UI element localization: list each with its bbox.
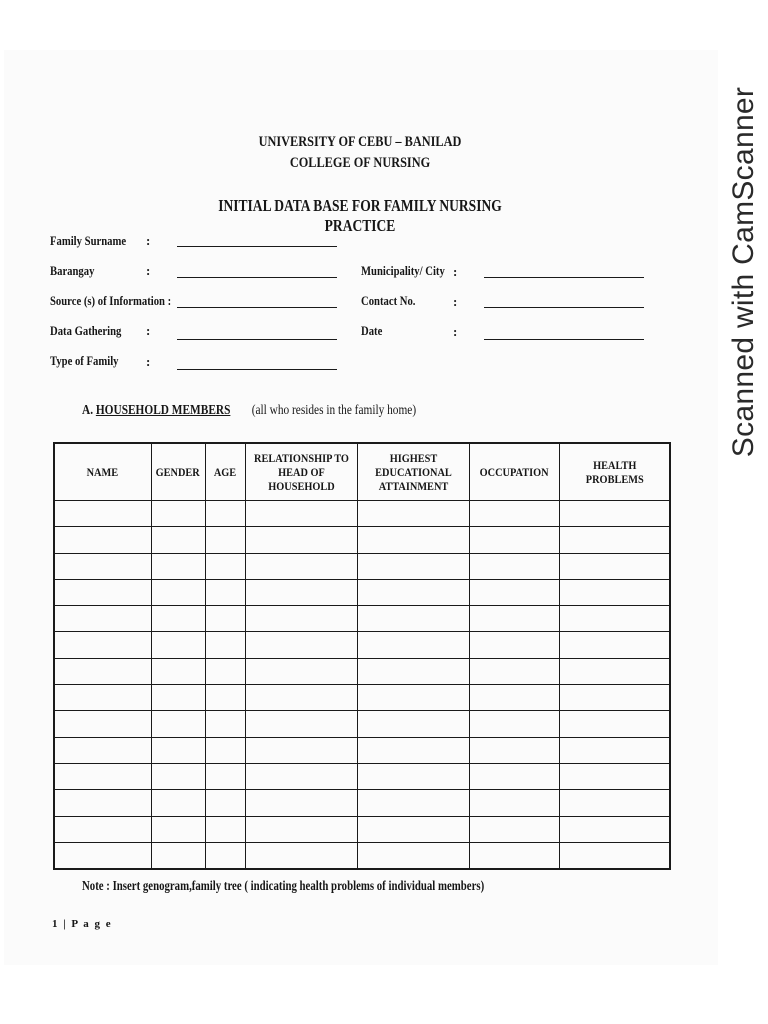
- table-cell[interactable]: [357, 790, 469, 816]
- barangay-label: Barangay: [50, 263, 95, 278]
- contact-field[interactable]: [484, 307, 644, 308]
- table-cell[interactable]: [151, 501, 205, 527]
- table-cell[interactable]: [205, 685, 245, 711]
- table-cell[interactable]: [245, 606, 357, 632]
- table-cell[interactable]: [151, 842, 205, 869]
- table-cell[interactable]: [245, 763, 357, 789]
- table-cell[interactable]: [357, 632, 469, 658]
- table-cell[interactable]: [54, 711, 151, 737]
- colon: :: [146, 263, 151, 278]
- table-cell[interactable]: [469, 553, 559, 579]
- table-row: [54, 579, 670, 605]
- table-cell[interactable]: [245, 842, 357, 869]
- table-cell[interactable]: [469, 816, 559, 842]
- date-field[interactable]: [484, 339, 644, 340]
- family-surname-label: Family Surname: [50, 233, 127, 248]
- table-cell[interactable]: [205, 658, 245, 684]
- table-cell[interactable]: [245, 737, 357, 763]
- table-row: [54, 842, 670, 869]
- table-cell[interactable]: [559, 501, 670, 527]
- table-cell[interactable]: [559, 553, 670, 579]
- table-cell[interactable]: [151, 553, 205, 579]
- table-cell[interactable]: [54, 501, 151, 527]
- section-title: HOUSEHOLD MEMBERS: [95, 402, 231, 417]
- table-cell[interactable]: [559, 790, 670, 816]
- table-row: [54, 790, 670, 816]
- table-cell[interactable]: [205, 501, 245, 527]
- table-cell[interactable]: [559, 606, 670, 632]
- family-surname-field[interactable]: [177, 246, 337, 247]
- column-header: OCCUPATION: [469, 443, 559, 501]
- type-of-family-field[interactable]: [177, 369, 337, 370]
- table-cell[interactable]: [559, 816, 670, 842]
- table-body: [54, 501, 670, 870]
- sources-field[interactable]: [177, 307, 337, 308]
- table-cell[interactable]: [245, 658, 357, 684]
- table-cell[interactable]: [245, 816, 357, 842]
- table-cell[interactable]: [559, 658, 670, 684]
- household-members-table: [53, 442, 671, 870]
- table-cell[interactable]: [245, 685, 357, 711]
- table-cell[interactable]: [205, 763, 245, 789]
- table-cell[interactable]: [205, 790, 245, 816]
- table-cell[interactable]: [469, 790, 559, 816]
- colon: :: [453, 324, 458, 339]
- table-row: [54, 685, 670, 711]
- table-cell[interactable]: [54, 816, 151, 842]
- table-cell[interactable]: [469, 632, 559, 658]
- table-cell[interactable]: [245, 790, 357, 816]
- camscanner-watermark: [718, 22, 768, 522]
- type-of-family-label: Type of Family: [50, 353, 119, 368]
- table-cell[interactable]: [357, 501, 469, 527]
- column-header: AGE: [205, 443, 245, 501]
- table-cell[interactable]: [469, 711, 559, 737]
- table-cell[interactable]: [151, 579, 205, 605]
- table-cell[interactable]: [357, 527, 469, 553]
- table-cell[interactable]: [245, 501, 357, 527]
- table-row: [54, 527, 670, 553]
- table-row: [54, 711, 670, 737]
- table-cell[interactable]: [205, 527, 245, 553]
- table-cell[interactable]: [469, 501, 559, 527]
- table-cell[interactable]: [151, 763, 205, 789]
- contact-label: Contact No.: [361, 293, 416, 308]
- table-cell[interactable]: [151, 658, 205, 684]
- column-header: GENDER: [151, 443, 205, 501]
- table-cell[interactable]: [151, 685, 205, 711]
- table-cell[interactable]: [357, 737, 469, 763]
- municipality-label: Municipality/ City: [361, 263, 445, 278]
- section-prefix: A.: [82, 402, 94, 417]
- table-cell[interactable]: [54, 842, 151, 869]
- column-header: HIGHEST EDUCATIONAL ATTAINMENT: [357, 443, 469, 501]
- table-row: [54, 658, 670, 684]
- table-cell[interactable]: [151, 606, 205, 632]
- table-cell[interactable]: [559, 842, 670, 869]
- table-cell[interactable]: [469, 658, 559, 684]
- column-header: NAME: [54, 443, 151, 501]
- table-row: [54, 816, 670, 842]
- table-cell[interactable]: [54, 790, 151, 816]
- table-cell[interactable]: [151, 711, 205, 737]
- colon: :: [146, 323, 151, 338]
- table-cell[interactable]: [357, 711, 469, 737]
- table-cell[interactable]: [205, 737, 245, 763]
- table-cell[interactable]: [357, 685, 469, 711]
- column-header: HEALTH PROBLEMS: [559, 443, 670, 501]
- table-cell[interactable]: [54, 606, 151, 632]
- university-name: UNIVERSITY OF CEBU – BANILAD: [258, 134, 462, 150]
- table-row: [54, 632, 670, 658]
- table-cell[interactable]: [205, 579, 245, 605]
- table-cell[interactable]: [205, 553, 245, 579]
- table-cell[interactable]: [151, 790, 205, 816]
- table-cell[interactable]: [54, 658, 151, 684]
- section-note: (all who resides in the family home): [251, 402, 417, 417]
- barangay-field[interactable]: [177, 277, 337, 278]
- table-cell[interactable]: [469, 737, 559, 763]
- table-cell[interactable]: [245, 553, 357, 579]
- table-cell[interactable]: [245, 632, 357, 658]
- table-cell[interactable]: [151, 632, 205, 658]
- table-cell[interactable]: [245, 527, 357, 553]
- genogram-note: Note : Insert genogram,family tree ( indicating health problems of individual members): [82, 878, 485, 893]
- table-cell[interactable]: [357, 553, 469, 579]
- table-cell[interactable]: [469, 579, 559, 605]
- table-cell[interactable]: [151, 527, 205, 553]
- form-title: INITIAL DATA BASE FOR FAMILY NURSING PRACTICE: [218, 196, 502, 235]
- table-row: [54, 737, 670, 763]
- table-cell[interactable]: [205, 711, 245, 737]
- table-cell[interactable]: [357, 606, 469, 632]
- table-cell[interactable]: [54, 685, 151, 711]
- table-cell[interactable]: [205, 842, 245, 869]
- table-cell[interactable]: [54, 579, 151, 605]
- table-cell[interactable]: [205, 632, 245, 658]
- table-cell[interactable]: [54, 763, 151, 789]
- data-gathering-label: Data Gathering: [50, 323, 122, 338]
- table-cell[interactable]: [357, 579, 469, 605]
- table-cell[interactable]: [357, 842, 469, 869]
- table-cell[interactable]: [559, 527, 670, 553]
- table-cell[interactable]: [245, 579, 357, 605]
- colon: :: [146, 233, 151, 248]
- table-cell[interactable]: [151, 816, 205, 842]
- table-cell[interactable]: [54, 632, 151, 658]
- date-label: Date: [361, 323, 383, 338]
- table-cell[interactable]: [559, 632, 670, 658]
- table-cell[interactable]: [469, 842, 559, 869]
- household-section-heading: [82, 402, 416, 418]
- table-header-row: [54, 443, 670, 501]
- table-cell[interactable]: [559, 763, 670, 789]
- page-footer: 1 | P a g e: [52, 918, 113, 930]
- sources-label: Source (s) of Information :: [50, 293, 172, 308]
- table-cell[interactable]: [205, 606, 245, 632]
- table-cell[interactable]: [54, 737, 151, 763]
- watermark-text: Scanned with CamScanner: [727, 86, 760, 458]
- table-cell[interactable]: [357, 763, 469, 789]
- table-cell[interactable]: [469, 527, 559, 553]
- table-cell[interactable]: [559, 685, 670, 711]
- table-cell[interactable]: [559, 711, 670, 737]
- table-row: [54, 553, 670, 579]
- colon: :: [146, 354, 151, 369]
- table-row: [54, 763, 670, 789]
- table-cell[interactable]: [469, 685, 559, 711]
- table-cell[interactable]: [469, 763, 559, 789]
- colon: :: [453, 264, 458, 279]
- table-cell[interactable]: [357, 658, 469, 684]
- table-cell[interactable]: [54, 553, 151, 579]
- table-row: [54, 501, 670, 527]
- table-cell[interactable]: [151, 737, 205, 763]
- table-cell[interactable]: [205, 816, 245, 842]
- column-header: RELATIONSHIP TO HEAD OF HOUSEHOLD: [245, 443, 357, 501]
- table-cell[interactable]: [469, 606, 559, 632]
- table-cell[interactable]: [357, 816, 469, 842]
- municipality-field[interactable]: [484, 277, 644, 278]
- data-gathering-field[interactable]: [177, 339, 337, 340]
- college-name: COLLEGE OF NURSING: [289, 155, 431, 171]
- colon: :: [453, 294, 458, 309]
- table-cell[interactable]: [559, 579, 670, 605]
- table-cell[interactable]: [559, 737, 670, 763]
- table-row: [54, 606, 670, 632]
- table-cell[interactable]: [54, 527, 151, 553]
- table-cell[interactable]: [245, 711, 357, 737]
